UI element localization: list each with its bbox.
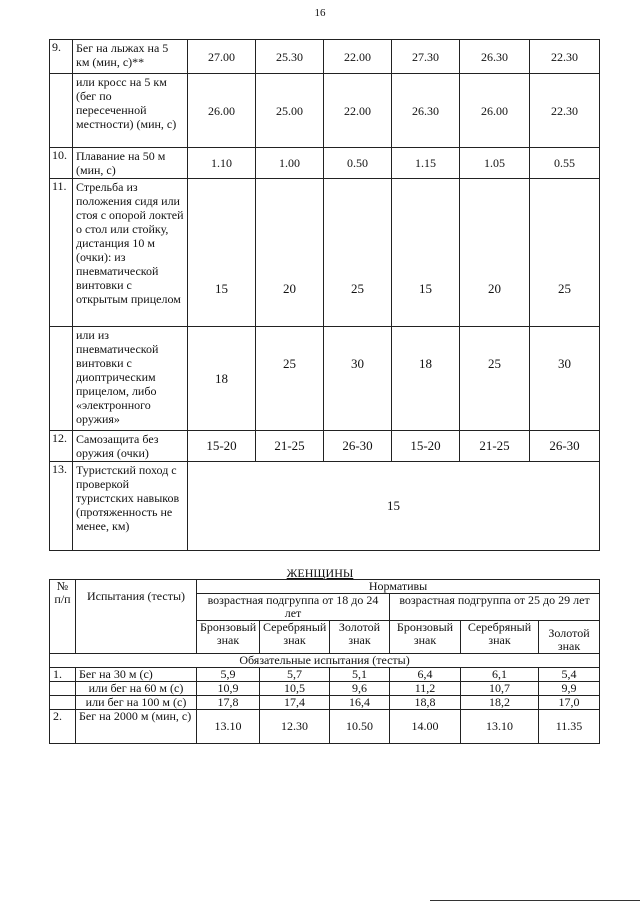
norm-value: 17,0 bbox=[539, 696, 600, 710]
norm-value: 15-20 bbox=[188, 431, 256, 462]
norm-value: 10,9 bbox=[197, 682, 260, 696]
norm-value: 17,8 bbox=[197, 696, 260, 710]
norm-value: 20 bbox=[460, 179, 530, 327]
test-name: или бег на 60 м (с) bbox=[76, 682, 197, 696]
norm-value: 25 bbox=[530, 179, 600, 327]
row-number: 10. bbox=[50, 148, 73, 179]
test-name: Бег на 2000 м (мин, с) bbox=[76, 710, 197, 744]
row-number: 9. bbox=[50, 40, 73, 74]
norm-value: 22.00 bbox=[324, 40, 392, 74]
norm-value: 6,1 bbox=[461, 668, 539, 682]
header-badge: Золотой знак bbox=[539, 621, 600, 654]
norm-value: 1.15 bbox=[392, 148, 460, 179]
norm-value: 26-30 bbox=[530, 431, 600, 462]
norm-value: 1.05 bbox=[460, 148, 530, 179]
norm-value: 5,9 bbox=[197, 668, 260, 682]
row-number bbox=[50, 74, 73, 148]
header-badge: Бронзовый знак bbox=[197, 621, 260, 654]
norm-value: 30 bbox=[324, 327, 392, 431]
norm-value: 12.30 bbox=[260, 710, 330, 744]
row-number bbox=[50, 682, 76, 696]
norm-value: 5,1 bbox=[330, 668, 390, 682]
norm-value: 21-25 bbox=[460, 431, 530, 462]
test-name: или бег на 100 м (с) bbox=[76, 696, 197, 710]
section-title-women: ЖЕНЩИНЫ bbox=[286, 566, 354, 580]
norm-value: 13.10 bbox=[197, 710, 260, 744]
norm-value: 13.10 bbox=[461, 710, 539, 744]
norm-value: 27.30 bbox=[392, 40, 460, 74]
header-num: № п/п bbox=[50, 580, 76, 654]
table-row bbox=[50, 462, 600, 551]
norm-value: 26.30 bbox=[460, 40, 530, 74]
norm-value: 25.00 bbox=[256, 74, 324, 148]
norm-value: 10,7 bbox=[461, 682, 539, 696]
header-age-group: возрастная подгруппа от 18 до 24 лет bbox=[197, 594, 390, 621]
row-number: 1. bbox=[50, 668, 76, 682]
norm-value: 15 bbox=[188, 179, 256, 327]
norm-value: 18,2 bbox=[461, 696, 539, 710]
norm-value: 0.55 bbox=[530, 148, 600, 179]
table-row bbox=[50, 148, 600, 179]
table-row bbox=[50, 682, 600, 696]
row-number bbox=[50, 327, 73, 431]
test-name: Плавание на 50 м (мин, с) bbox=[73, 148, 188, 179]
header-badge: Серебряный знак bbox=[260, 621, 330, 654]
table-row bbox=[50, 668, 600, 682]
header-badge: Серебряный знак bbox=[461, 621, 539, 654]
norm-value: 18,8 bbox=[390, 696, 461, 710]
table-row bbox=[50, 179, 600, 327]
norm-value: 22.30 bbox=[530, 40, 600, 74]
norm-value: 11,2 bbox=[390, 682, 461, 696]
header-badge: Золотой знак bbox=[330, 621, 390, 654]
test-name: или из пневматической винтовки с диоптрическим прицелом, либо «электронного оружия» bbox=[73, 327, 188, 431]
norm-value: 25 bbox=[460, 327, 530, 431]
norm-value: 25.30 bbox=[256, 40, 324, 74]
table-row bbox=[50, 40, 600, 74]
page-number: 16 bbox=[314, 7, 326, 19]
row-number: 12. bbox=[50, 431, 73, 462]
norm-value: 18 bbox=[392, 327, 460, 431]
test-name: Стрельба из положения сидя или стоя с опорой локтей о стол или стойку, дистанция 10 м (очки): из пневматической винтовки с открытым прицелом bbox=[73, 179, 188, 327]
page-edge-line bbox=[430, 900, 640, 905]
test-name: Бег на 30 м (с) bbox=[76, 668, 197, 682]
norm-value: 25 bbox=[256, 327, 324, 431]
norm-value: 18 bbox=[188, 327, 256, 431]
table-row bbox=[50, 327, 600, 431]
header-norms: Нормативы bbox=[197, 580, 600, 594]
table-header-row bbox=[50, 580, 600, 594]
norm-value: 10,5 bbox=[260, 682, 330, 696]
norm-value-merged: 15 bbox=[188, 462, 600, 551]
norm-value: 10.50 bbox=[330, 710, 390, 744]
test-name: Туристский поход с проверкой туристских навыков (протяженность не менее, км) bbox=[73, 462, 188, 551]
norm-value: 15 bbox=[392, 179, 460, 327]
norm-value: 5,7 bbox=[260, 668, 330, 682]
row-number: 11. bbox=[50, 179, 73, 327]
norm-value: 26.00 bbox=[188, 74, 256, 148]
norm-value: 9,9 bbox=[539, 682, 600, 696]
header-age-group: возрастная подгруппа от 25 до 29 лет bbox=[390, 594, 600, 621]
table-row bbox=[50, 696, 600, 710]
header-badge: Бронзовый знак bbox=[390, 621, 461, 654]
norm-value: 11.35 bbox=[539, 710, 600, 744]
norm-value: 5,4 bbox=[539, 668, 600, 682]
table-row bbox=[50, 431, 600, 462]
table-row bbox=[50, 710, 600, 744]
row-number: 2. bbox=[50, 710, 76, 744]
test-name: Бег на лыжах на 5 км (мин, с)** bbox=[73, 40, 188, 74]
table-row bbox=[50, 654, 600, 668]
norm-value: 27.00 bbox=[188, 40, 256, 74]
norm-value: 21-25 bbox=[256, 431, 324, 462]
norm-value: 26.00 bbox=[460, 74, 530, 148]
norm-value: 16,4 bbox=[330, 696, 390, 710]
norm-value: 15-20 bbox=[392, 431, 460, 462]
norm-value: 17,4 bbox=[260, 696, 330, 710]
row-number: 13. bbox=[50, 462, 73, 551]
men-norms-table-continued bbox=[49, 39, 600, 551]
norm-value: 20 bbox=[256, 179, 324, 327]
norm-value: 0.50 bbox=[324, 148, 392, 179]
norm-value: 22.00 bbox=[324, 74, 392, 148]
mandatory-tests-title: Обязательные испытания (тесты) bbox=[50, 654, 600, 668]
norm-value: 1.10 bbox=[188, 148, 256, 179]
norm-value: 6,4 bbox=[390, 668, 461, 682]
norm-value: 22.30 bbox=[530, 74, 600, 148]
norm-value: 9,6 bbox=[330, 682, 390, 696]
row-number bbox=[50, 696, 76, 710]
norm-value: 26-30 bbox=[324, 431, 392, 462]
header-tests: Испытания (тесты) bbox=[76, 580, 197, 654]
norm-value: 30 bbox=[530, 327, 600, 431]
norm-value: 26.30 bbox=[392, 74, 460, 148]
norm-value: 14.00 bbox=[390, 710, 461, 744]
test-name: Самозащита без оружия (очки) bbox=[73, 431, 188, 462]
test-name: или кросс на 5 км (бег по пересеченной местности) (мин, с) bbox=[73, 74, 188, 148]
table-row bbox=[50, 74, 600, 148]
norm-value: 25 bbox=[324, 179, 392, 327]
norm-value: 1.00 bbox=[256, 148, 324, 179]
women-norms-table bbox=[49, 579, 600, 744]
